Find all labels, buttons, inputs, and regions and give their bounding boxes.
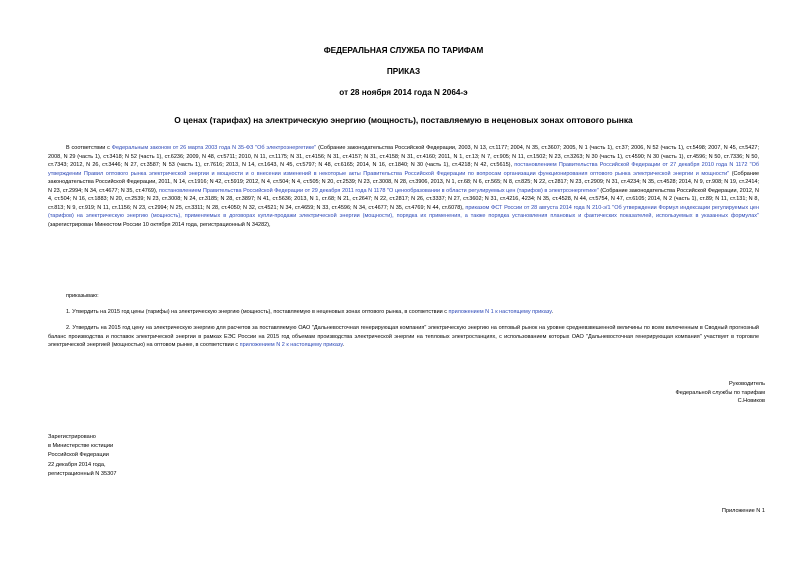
item-1-text: 1. Утвердить на 2015 год цены (тарифы) на электрическую энергию (мощность), поставляемую в неценовых зонах оптового рынка, в соответствии с — [66, 309, 449, 315]
registration-line-3: Российской Федерации — [48, 452, 109, 459]
preamble-text-3: (Собрание законодательства Российской Федерации, 2011, N 14, ст.1916; N 42, ст.5919; 2012, N 4, ст.504; N 4, ст.505; N 20, ст.2539; N 23, ст.3008, N 28, ст.3906, 2013, N 1, ст.68; N 6, ст.565; N 8, ст.825; N 22, ст.2817; N 23, ст.2909; N 31, ст.4234; N 35, ст.4528; 2014, N 9, ст.908; N 19, ст.2414; N 23, ст.2994; N 34, ст.4677; N 35, ст.4769), — [48, 170, 759, 194]
agency-name: ФЕДЕРАЛЬНАЯ СЛУЖБА ПО ТАРИФАМ — [323, 46, 484, 55]
item-1-end: . — [551, 309, 553, 315]
registration-line-5: регистрационный N 35307 — [48, 470, 117, 477]
item-2-end: . — [342, 342, 345, 349]
link-fst-order-210[interactable]: приказом ФСТ России от 28 августа 2014 года N 210-э/1 "Об утверждении Формул индексации регулируемых цен (тарифов) на электрическую энергию (мощность), применяемых в договорах купли-продажи электрической энергии (мощности), порядка их применения, а также порядка установления плановых и фактических показателей, используемых в указанных формулах" — [48, 204, 760, 220]
link-resolution-1172[interactable]: постановлением Правительства Российской Федерации от 27 декабря 2010 года N 1172 "Об утверждении Правил оптового рынка электрической энергии и мощности и о внесении изменений в некоторые акты Правительства Российской Федерации по вопросам организации функционирования оптового рынка электрической энергии и мощности" — [48, 162, 759, 177]
item-1-paragraph — [48, 308, 759, 317]
link-resolution-1178[interactable]: постановлением Правительства Российской Федерации от 29 декабря 2011 года N 1178 "О ценообразовании в области регулируемых цен (тарифов) в электроэнергетике" — [158, 187, 599, 194]
preamble-text-4: (Собрание законодательства Российской Федерации, 2012, N 4, ст.504; N 16, ст.1883; N 20, ст.2539; N 23, ст.3008; N 24, ст.3185; N 28, ст.3897; N 41, ст.5636; 2013, N 1, ст.68; N 21, ст.2647; N 22, ст.2817; N 26, ст.3337; N 27, ст.3602; N 31, ст.4216, 4234; N 35, ст.4528, N 44, ст.5754, N 47, ст.6105; 2014, N 2 (часть 1), ст.89; N 11, ст.131; N 8, ст.813; N 9, ст.919; N 11, ст.1156; N 23, ст.2994; N 25, ст.3311; N 28, ст.4050; N 32, ст.4521; N 34, ст.4659; N 33, ст.4596; N 34, ст.4677; N 35, ст.4769; N 44, ст.6078), — [48, 187, 759, 211]
signature-organization: Федеральной службы по тарифам — [675, 389, 765, 396]
registration-line-2: в Министерстве юстиции — [48, 443, 114, 450]
annex-label: Приложение N 1 — [721, 508, 765, 514]
signature-block — [565, 380, 765, 406]
item-2-paragraph — [48, 324, 759, 350]
signature-name: С.Новиков — [737, 398, 765, 405]
signature-position: Руководитель — [728, 381, 765, 387]
registration-line-1: Зарегистрировано — [48, 434, 96, 440]
link-appendix-1[interactable]: приложением N 1 к настоящему приказу — [448, 309, 552, 315]
preamble-paragraph — [48, 144, 759, 229]
item-2-text: 2. Утвердить на 2015 год цену на электрическую энергию для расчетов за поставляемую ОАО "Дальневосточная генерирующая компания" электрическую энергию на оптовый рынок на уровне средневзвешенной величины по всем включенным в Сводный прогнозный баланс производства и поставок электрической энергии в рамках ЕЭС России на 2015 год объемам производства электрической энергии на тепловых электростанциях, с использованием которых ОАО "Дальневосточная генерирующая компания" участвует в торговле электрической энергией (мощностью) на оптовом рынке, в соответствии с — [48, 325, 759, 349]
registration-block — [48, 433, 116, 479]
preamble-text-1: В соответствии с — [66, 145, 112, 151]
preamble-text-5: (зарегистрирован Минюстом России 10 октября 2014 года, регистрационный N 34282), — [48, 221, 271, 228]
document-date-number: от 28 ноября 2014 года N 2064-э — [339, 88, 468, 97]
document-type: ПРИКАЗ — [386, 67, 421, 76]
order-word: приказываю: — [66, 293, 99, 299]
link-federal-law[interactable]: Федеральным законом от 26 марта 2003 года N 35-ФЗ "Об электроэнергетике" — [111, 145, 317, 151]
preamble-text-2: (Собрание законодательства Российской Федерации, 2003, N 13, ст.1177; 2004, N 35, ст.3607; 2005, N 1 (часть 1), ст.37; 2006, N 52 (часть 1), ст.5498; 2007, N 45, ст.5427; 2008, N 29 (часть 1), ст.3418; N 52 (часть 1), ст.6236; 2009, N 48, ст.5711; 2010, N 11, ст.1175; N 31, ст.4156; N 31, ст.4157; N 31, ст.4158; N 31, ст.4160; 2011, N 1, ст.13; N 7, ст.905; N 11, ст.1502; N 23, ст.3263; N 30 (часть 1), ст.4590; N 30 (часть 1), ст.4596; N 50, ст.7336; N 50, ст.7343; 2012, N 26, ст.3446; N 27, ст.3587; N 53 (часть 1), ст.7616; 2013, N 14, ст.1643, N 45, ст.5797; N 48, ст.6165; 2014, N 16, ст.1840; N 30 (часть 1), ст.4218; N 42, ст.5615), — [48, 145, 760, 169]
registration-line-4: 22 декабря 2014 года, — [48, 461, 106, 468]
link-appendix-2[interactable]: приложением N 2 к настоящему приказу — [239, 342, 343, 349]
document-title: О ценах (тарифах) на электрическую энергию (мощность), поставляемую в неценовых зонах оптового рынка — [174, 115, 633, 125]
